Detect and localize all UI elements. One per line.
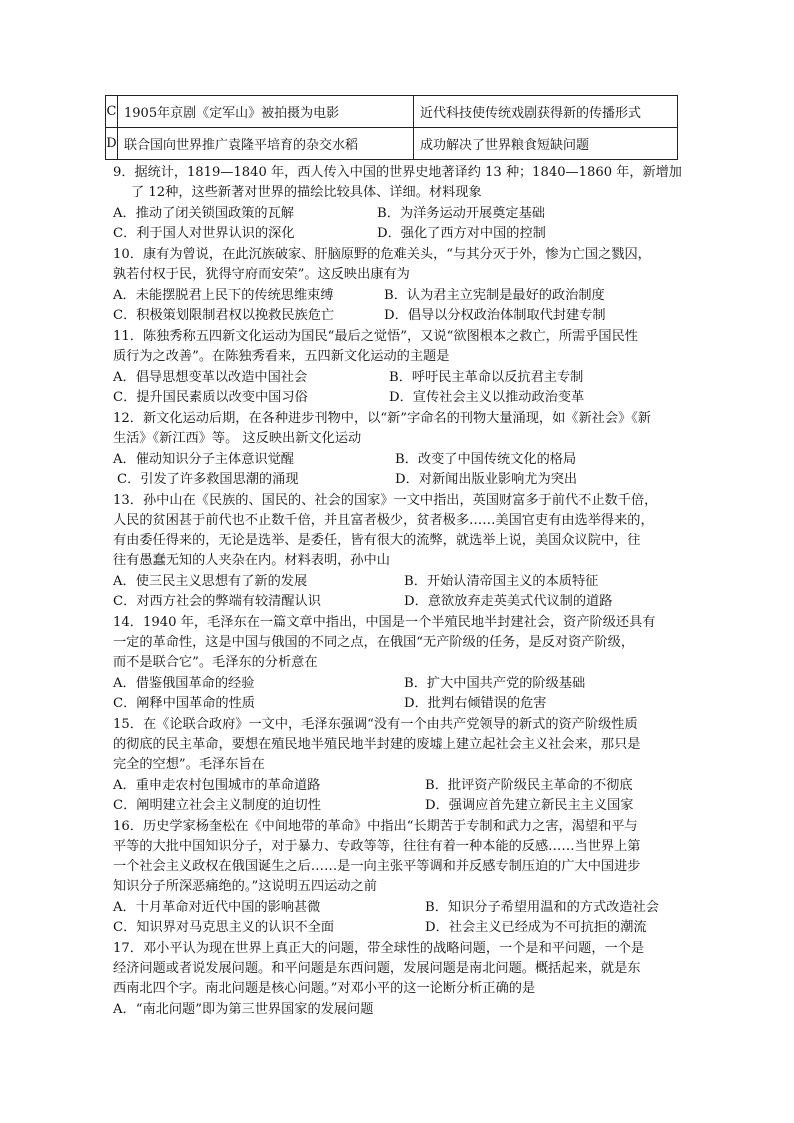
question-16-stem: 16．历史学家杨奎松在《中间地带的革命》中指出“长期苦于专制和武力之害，渴望和平与 bbox=[113, 819, 638, 834]
question-16-stem: 知识分子所深恶痛绝的。”这说明五四运动之前 bbox=[113, 879, 377, 894]
question-17-stem: 西南北四个字。南北问题是核心问题。”对邓小平的这一论断分析正确的是 bbox=[113, 981, 536, 996]
row-event: 联合国向世界推广袁隆平培育的杂交水稻 bbox=[118, 128, 414, 160]
option-d: D．倡导以分权政治体制取代封建专制 bbox=[384, 308, 606, 323]
option-b: B．认为君主立宪制是最好的政治制度 bbox=[384, 288, 605, 303]
option-b: B．改变了中国传统文化的格局 bbox=[395, 452, 577, 467]
question-13-stem: 往有愚蠢无知的人夹杂在内。材料表明，孙中山 bbox=[113, 553, 390, 568]
question-14-stem: 14．1940 年，毛泽东在一篇文章中指出，中国是一个半殖民地半封建社会，资产阶级还具有 bbox=[113, 615, 656, 630]
option-d: D．对新闻出版业影响尤为突出 bbox=[395, 472, 578, 487]
question-10-stem: 10．康有为曾说，在此沉族破家、肝脑原野的危难关头，“与其分灭于外，惨为亡国之戮囚， bbox=[113, 247, 651, 262]
option-d: D．批判右倾错误的危害 bbox=[404, 696, 547, 711]
option-b: B．知识分子希望用温和的方式改造社会 bbox=[425, 900, 659, 915]
option-b: B．为洋务运动开展奠定基础 bbox=[377, 206, 545, 221]
row-explanation: 成功解决了世界粮食短缺问题 bbox=[414, 128, 678, 160]
option-a: A．倡导思想变革以改造中国社会 bbox=[113, 370, 308, 385]
option-c: C．知识界对马克思主义的认识不全面 bbox=[113, 920, 335, 935]
option-b: B．批评资产阶级民主革命的不彻底 bbox=[425, 778, 633, 793]
question-17-stem: 经济问题或者说发展问题。和平问题是东西问题，发展问题是南北问题。概括起来，就是东 bbox=[113, 961, 641, 976]
option-d: D．强调应首先建立新民主主义国家 bbox=[425, 798, 634, 813]
option-c: C．积极策划限制君权以挽救民族危亡 bbox=[113, 308, 335, 323]
question-13-stem: 13．孙中山在《民族的、国民的、社会的国家》一文中指出，英国财富多于前代不止数千倍， bbox=[113, 493, 658, 508]
question-10-stem: 孰若付权于民，犹得守府而安荣”。这反映出康有为 bbox=[113, 267, 410, 282]
option-c: C．引发了许多救国思潮的涌现 bbox=[117, 472, 299, 487]
option-c: C．利于国人对世界认识的深化 bbox=[113, 226, 295, 241]
question-9-stem: 了 12种，这些新著对世界的描绘比较具体、详细。材料现象 bbox=[131, 185, 482, 200]
option-c: C．阐释中国革命的性质 bbox=[113, 696, 255, 711]
row-event: 1905年京剧《定军山》被拍摄为电影 bbox=[118, 96, 414, 128]
question-12-stem: 12．新文化运动后期，在各种进步刊物中，以“新”字命名的刊物大量涌现，如《新社会》《新 bbox=[113, 411, 651, 426]
question-12-stem: 生活》《新江西》等。 这反映出新文化运动 bbox=[113, 431, 362, 446]
option-c: C．提升国民素质以改变中国习俗 bbox=[113, 390, 308, 405]
question-15-stem: 的彻底的民主革命，要想在殖民地半殖民地半封建的废墟上建立起社会主义社会来，那只是 bbox=[113, 737, 641, 752]
question-17-stem: 17．邓小平认为现在世界上真正大的问题，带全球性的战略问题，一个是和平问题，一个是 bbox=[113, 941, 645, 956]
row-key: D bbox=[106, 128, 118, 160]
option-a: A．重申走农村包围城市的革命道路 bbox=[113, 778, 321, 793]
question-15-stem: 15．在《论联合政府》一文中，毛泽东强调“没有一个由共产党领导的新式的资产阶级性质 bbox=[113, 717, 638, 732]
option-b: B．开始认清帝国主义的本质特征 bbox=[404, 574, 599, 589]
question-16-stem: 平等的大批中国知识分子，对于暴力、专政等等，往往有着一种本能的反感……当世界上第 bbox=[113, 839, 641, 854]
option-d: D．意欲放弃走英美式代议制的道路 bbox=[404, 594, 613, 609]
question-9-stem: 9．据统计，1819—1840 年，西人传入中国的世界史地著译约 13 种；1840—1860 年，新增加 bbox=[113, 165, 682, 180]
question-16-stem: 一个社会主义政权在俄国诞生之后……是一向主张平等调和并反感专制压迫的广大中国进步 bbox=[113, 859, 641, 874]
option-d: D．强化了西方对中国的控制 bbox=[377, 226, 546, 241]
option-c: C．阐明建立社会主义制度的迫切性 bbox=[113, 798, 321, 813]
option-a: A．未能摆脱君上民下的传统思维束缚 bbox=[113, 288, 334, 303]
table-row bbox=[106, 96, 678, 128]
option-a: A．“南北问题”即为第三世界国家的发展问题 bbox=[113, 1002, 374, 1017]
row-key: C bbox=[106, 96, 118, 128]
row-explanation: 近代科技使传统戏剧获得新的传播形式 bbox=[414, 96, 678, 128]
options-table bbox=[105, 95, 678, 160]
option-a: A．十月革命对近代中国的影响甚微 bbox=[113, 900, 321, 915]
option-a: A．使三民主义思想有了新的发展 bbox=[113, 574, 308, 589]
question-14-stem: 一定的革命性，这是中国与俄国的不同之点，在俄国“无产阶级的任务，是反对资产阶级， bbox=[113, 635, 635, 650]
option-c: C．对西方社会的弊端有较清醒认识 bbox=[113, 594, 321, 609]
question-15-stem: 完全的空想”。毛泽东旨在 bbox=[113, 757, 265, 772]
option-d: D．社会主义已经成为不可抗拒的潮流 bbox=[425, 920, 647, 935]
question-11-stem: 质行为之改善”。在陈独秀看来，五四新文化运动的主题是 bbox=[113, 349, 450, 364]
option-a: A．催动知识分子主体意识觉醒 bbox=[113, 452, 294, 467]
question-11-stem: 11．陈独秀称五四新文化运动为国民“最后之觉悟”，又说“欲图根本之救亡，所需乎国民性 bbox=[113, 329, 638, 344]
option-a: A．借鉴俄国革命的经验 bbox=[113, 676, 255, 691]
option-d: D．宣传社会主义以推动政治变革 bbox=[389, 390, 585, 405]
option-b: B．呼吁民主革命以反抗君主专制 bbox=[389, 370, 584, 385]
option-b: B．扩大中国共产党的阶级基础 bbox=[404, 676, 586, 691]
question-13-stem: 有由委任得来的，无论是选举、是委任，皆有很大的流弊，就选举上说，美国众议院中，往 bbox=[113, 533, 641, 548]
table-row bbox=[106, 128, 678, 160]
option-a: A．推动了闭关锁国政策的瓦解 bbox=[113, 206, 294, 221]
question-14-stem: 而不是联合它”。毛泽东的分析意在 bbox=[113, 655, 318, 670]
question-13-stem: 人民的贫困甚于前代也不止数千倍，并且富者极少，贫者极多……美国官吏有由选举得来的， bbox=[113, 513, 654, 528]
